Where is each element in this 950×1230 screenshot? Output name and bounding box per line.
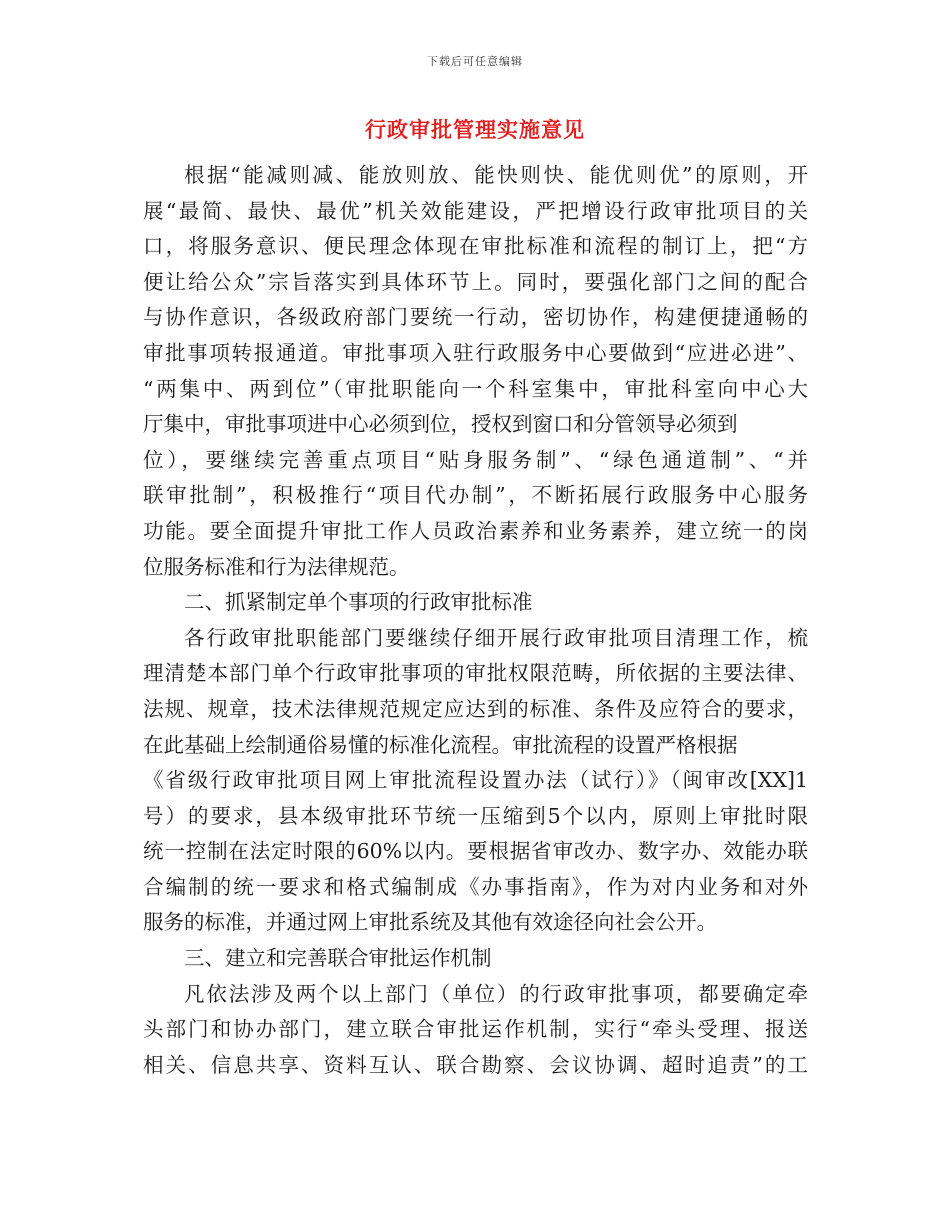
text-line: 凡依法涉及两个以上部门（单位）的行政审批事项，都要确定牵: [184, 981, 808, 1006]
text-line: 位），要继续完善重点项目“贴身服务制”、“绿色通道制”、“并: [143, 447, 808, 472]
text-line: 三、建立和完善联合审批运作机制: [184, 946, 492, 971]
text-line: 相关、信息共享、资料互认、联合勘察、会议协调、超时追责”的工: [143, 1052, 808, 1077]
text-line: 位服务标准和行为法律规范。: [143, 554, 410, 579]
text-line: 二、抓紧制定单个事项的行政审批标准: [184, 590, 533, 615]
text-line: 《省级行政审批项目网上审批流程设置办法（试行）》（闽审改[XX]1: [143, 768, 808, 793]
text-line: 法规、规章，技术法律规范规定应达到的标准、条件及应符合的要求，: [143, 696, 808, 721]
document-body: [143, 158, 808, 1083]
text-line: 联审批制”，积极推行“项目代办制”，不断拓展行政服务中心服务: [143, 483, 808, 508]
text-line: 服务的标准，并通过网上审批系统及其他有效途径向社会公开。: [143, 910, 717, 935]
text-line: “两集中、两到位”（审批职能向一个科室集中，审批科室向中心大: [143, 376, 808, 401]
document-title: 行政审批管理实施意见: [365, 117, 585, 142]
text-line: 展“最简、最快、最优”机关效能建设，严把增设行政审批项目的关: [143, 198, 808, 223]
text-line: 理清楚本部门单个行政审批事项的审批权限范畴，所依据的主要法律、: [143, 661, 808, 686]
text-line: 口，将服务意识、便民理念体现在审批标准和流程的制订上，把“方: [143, 234, 808, 259]
text-line: 功能。要全面提升审批工作人员政治素养和业务素养，建立统一的岗: [143, 518, 808, 543]
text-line: 统一控制在法定时限的60%以内。要根据省审改办、数字办、效能办联: [143, 839, 808, 864]
text-line: 号）的要求，县本级审批环节统一压缩到5个以内，原则上审批时限: [143, 803, 808, 828]
text-line: 在此基础上绘制通俗易懂的标准化流程。审批流程的设置严格根据: [143, 732, 738, 757]
text-line: 各行政审批职能部门要继续仔细开展行政审批项目清理工作，梳: [184, 625, 808, 650]
text-line: 审批事项转报通道。审批事项入驻行政服务中心要做到“应进必进”、: [143, 340, 808, 365]
text-line: 与协作意识，各级政府部门要统一行动，密切协作，构建便捷通畅的: [143, 305, 808, 330]
text-line: 便让给公众”宗旨落实到具体环节上。同时，要强化部门之间的配合: [143, 269, 808, 294]
page-header-note: 下载后可任意编辑: [427, 55, 523, 68]
text-line: 厅集中，审批事项进中心必须到位，授权到窗口和分管领导必须到: [143, 412, 738, 437]
text-line: 根据“能减则减、能放则放、能快则快、能优则优”的原则，开: [184, 163, 808, 187]
text-line: 合编制的统一要求和格式编制成《办事指南》，作为对内业务和对外: [143, 874, 808, 899]
text-line: 头部门和协办部门，建立联合审批运作机制，实行“牵头受理、报送: [143, 1017, 808, 1042]
